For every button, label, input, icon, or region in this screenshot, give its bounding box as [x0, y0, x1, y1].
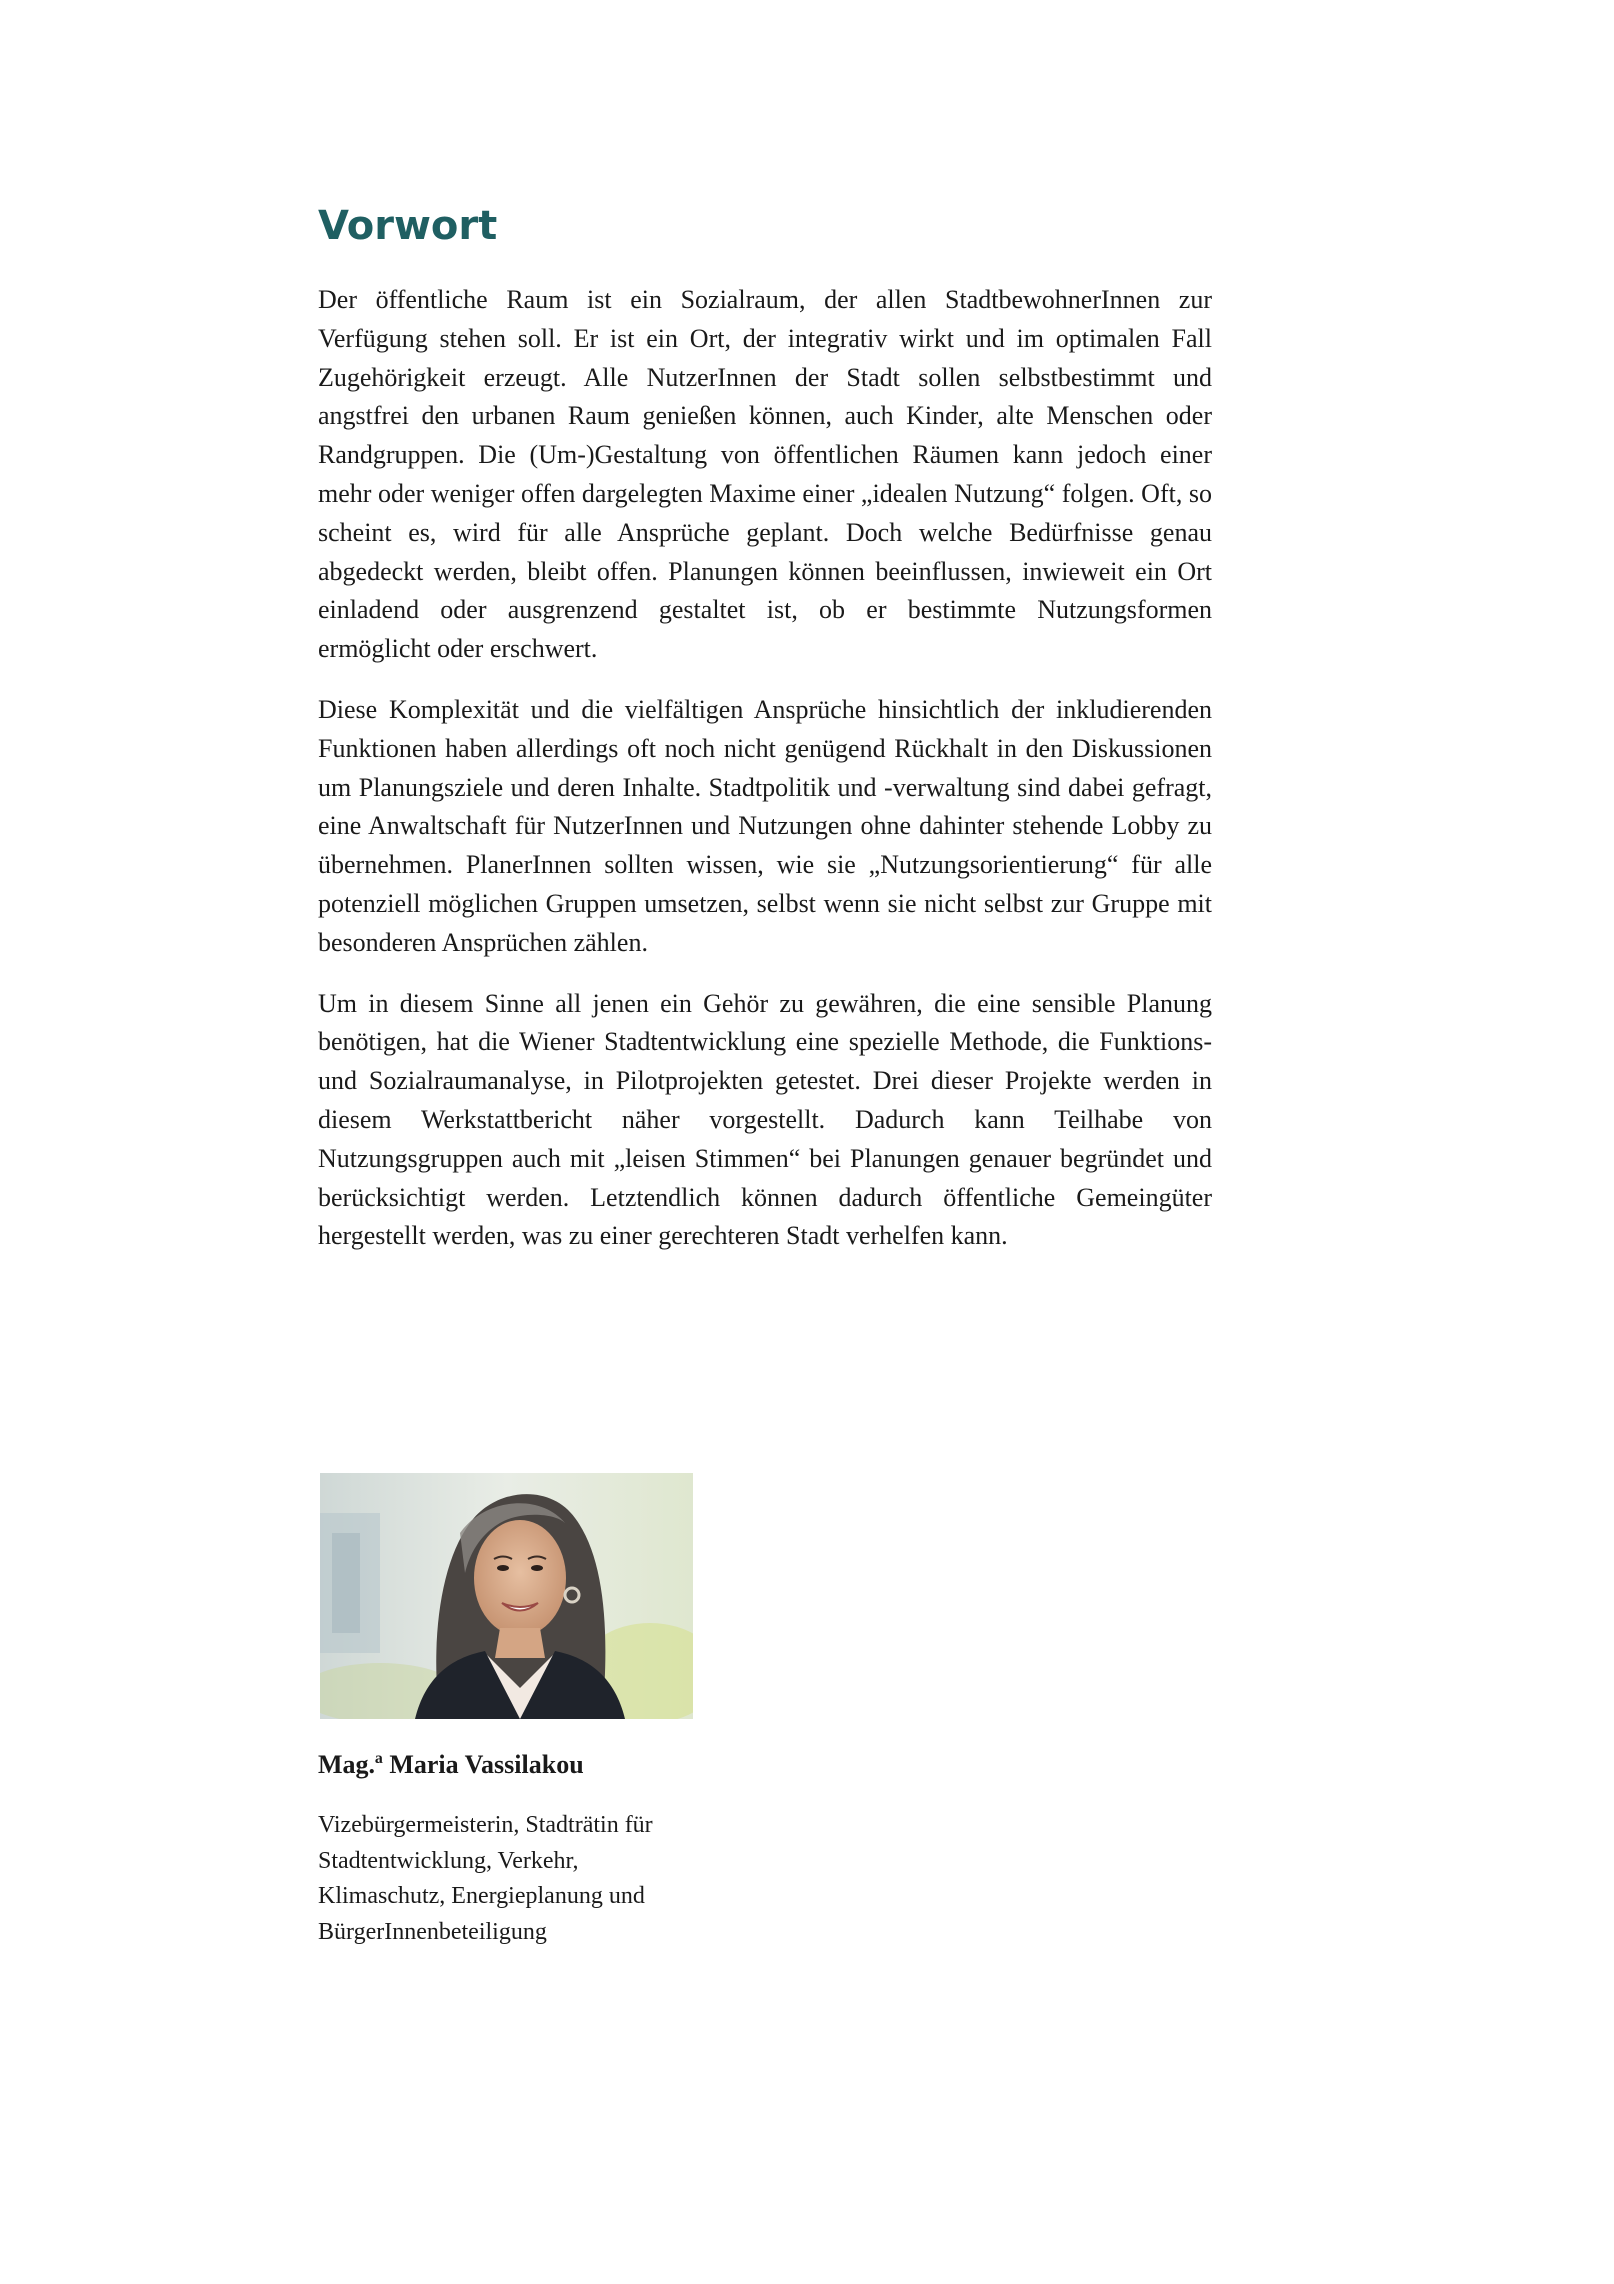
- foreword-body: [318, 281, 1212, 1278]
- author-role-line: BürgerInnenbeteiligung: [318, 1918, 547, 1945]
- author-portrait-photo: [320, 1473, 693, 1719]
- author-role-line: Klimaschutz, Energieplanung und: [318, 1883, 645, 1909]
- paragraph-3: Um in diesem Sinne all jenen ein Gehör zu gewähren, die eine sensible Planung benötigen, hat die Wiener Stadtentwicklung eine spezielle Methode, die Funktions- und Sozialraumanalyse, in Pilotprojekten getestet. Drei dieser Projekte werden in diesem Werkstattbericht näher vorgestellt. Dadurch kann Teilhabe von Nutzungsgruppen auch mit „leisen Stimmen“ bei Planungen genauer begründet und berücksichtigt werden. Letztendlich können dadurch öffentliche Gemeingüter hergestellt werden, was zu einer gerechteren Stadt verhelfen kann.: [318, 988, 1212, 1251]
- author-role-line: Stadtentwicklung, Verkehr,: [318, 1847, 579, 1874]
- paragraph-2: Diese Komplexität und die vielfältigen Ansprüche hinsichtlich der inkludierenden Funktionen haben allerdings oft noch nicht genügend Rückhalt in den Diskussionen um Planungsziele und deren Inhalte. Stadtpolitik und -verwaltung sind dabei gefragt, eine Anwaltschaft für NutzerInnen und Nutzungen ohne dahinter stehende Lobby zu übernehmen. PlanerInnen sollten wissen, wie sie „Nutzungsorientierung“ für alle potenziell möglichen Gruppen umsetzen, selbst wenn sie nicht selbst zur Gruppe mit besonderen Ansprüchen zählen.: [318, 694, 1212, 957]
- page-title: Vorwort: [318, 203, 498, 249]
- author-role: [318, 1808, 738, 1950]
- author-role-line: Vizebürgermeisterin, Stadträtin für: [318, 1812, 653, 1838]
- author-name: Mag.ª Maria Vassilakou: [318, 1750, 584, 1779]
- paragraph-1: Der öffentliche Raum ist ein Sozialraum, der allen StadtbewohnerInnen zur Verfügung stehen soll. Er ist ein Ort, der integrativ wirkt und im optimalen Fall Zugehörigkeit erzeugt. Alle NutzerInnen der Stadt sollen selbstbestimmt und angstfrei den urbanen Raum genießen können, auch Kinder, alte Menschen oder Randgruppen. Die (Um-)Gestaltung von öffentlichen Räumen kann jedoch einer mehr oder weniger offen dargelegten Maxime einer „idealen Nutzung“ folgen. Oft, so scheint es, wird für alle Ansprüche geplant. Doch welche Bedürfnisse genau abgedeckt werden, bleibt offen. Planungen können beeinflussen, inwieweit ein Ort einladend oder ausgrenzend gestaltet ist, ob er bestimmte Nutzungsformen ermöglicht oder erschwert.: [318, 285, 1212, 664]
